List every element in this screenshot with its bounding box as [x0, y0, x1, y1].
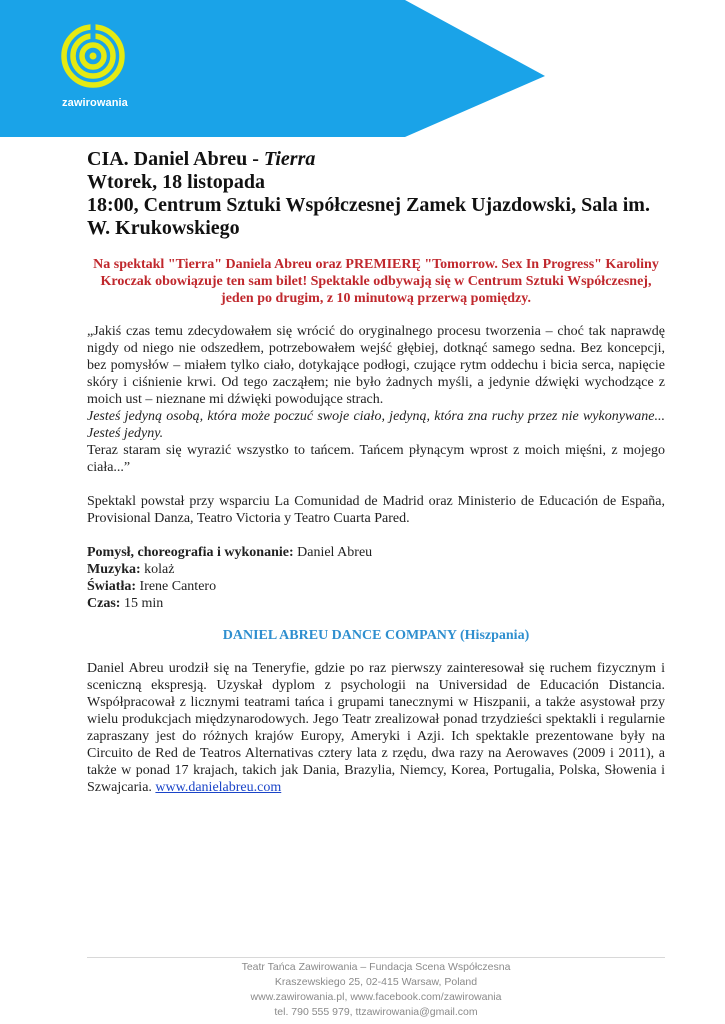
credit-value: Irene Cantero — [139, 579, 217, 594]
quote-paragraph-2: Teraz staram się wyrazić wszystko to tańcem. Tańcem płynącym wprost z moich mięśni, z mojego ciała...” — [87, 443, 665, 475]
credit-item — [87, 561, 665, 578]
footer-contact[interactable]: tel. 790 555 979, ttzawirowania@gmail.com — [274, 1006, 478, 1018]
quote-paragraph-1: „Jakiś czas temu zdecydowałem się wrócić do oryginalnego procesu tworzenia – choć tak naprawdę nigdy od niego nie odszedłem, potrzebowałem wejść głębiej, dotknąć samego sedna. Bez koncepcji, bez pomysłów – miałem tylko ciało, dotykające podłogi, czujące rytm oddechu i bicia serca, napięcie skóry i ciśnienie krwi. Od tego zacząłem; nie było żadnych myśli, a jedynie dźwięki wychodzące z moich ust – nieznane mi dźwięki powodujące strach. — [87, 324, 665, 407]
footer-address: Kraszewskiego 25, 02-415 Warsaw, Poland — [274, 976, 478, 988]
event-heading — [87, 148, 665, 240]
artist-quote — [87, 323, 665, 476]
event-venue-room: W. Krukowskiego — [87, 217, 240, 239]
credit-item — [87, 578, 665, 595]
credit-value: 15 min — [123, 596, 164, 611]
support-note: Spektakl powstał przy wsparciu La Comunidad de Madrid oraz Ministerio de Educación de España, Provisional Danza, Teatro Victoria y Teatro Cuarta Pared. — [87, 494, 665, 526]
footer-divider — [87, 957, 665, 958]
footer — [87, 960, 665, 1020]
credit-label: Światła: — [87, 579, 136, 594]
ticket-notice: Na spektakl "Tierra" Daniela Abreu oraz PREMIERĘ "Tomorrow. Sex In Progress" Karoliny Kroczak obowiązuje ten sam bilet! Spektakle odbywają się w Centrum Sztuki Współczesnej, jeden po drugim, z 10 minutową przerwą pomiędzy. — [93, 257, 659, 306]
credit-label: Pomysł, choreografia i wykonanie: — [87, 545, 294, 560]
article — [87, 148, 665, 796]
website-link[interactable]: www.danielabreu.com — [155, 780, 282, 795]
credit-label: Czas: — [87, 596, 121, 611]
credit-value: kolaż — [144, 562, 175, 577]
event-company: CIA. Daniel Abreu - — [87, 148, 264, 170]
credit-value: Daniel Abreu — [297, 545, 373, 560]
credits-list — [87, 544, 665, 612]
credit-item — [87, 595, 665, 612]
event-date: Wtorek, 18 listopada — [87, 171, 265, 193]
quote-italic: Jesteś jedyną osobą, która może poczuć swoje ciało, jedyną, która zna ruchy przez nie wykonywane... Jesteś jedyny. — [87, 409, 665, 441]
event-time-place: 18:00, Centrum Sztuki Współczesnej Zamek Ujazdowski, Sala im. — [87, 194, 650, 216]
banner-shape — [0, 0, 545, 137]
logo-text[interactable]: zawirowania — [62, 97, 128, 109]
credit-label: Muzyka: — [87, 562, 141, 577]
company-heading: DANIEL ABREU DANCE COMPANY (Hiszpania) — [222, 628, 530, 643]
company-bio — [87, 660, 665, 796]
event-title: Tierra — [263, 148, 316, 170]
footer-org: Teatr Tańca Zawirowania – Fundacja Scena Współczesna — [241, 961, 511, 973]
header-banner — [0, 0, 545, 137]
spiral-logo-icon — [64, 25, 122, 85]
credit-item — [87, 544, 665, 561]
bio-text: Daniel Abreu urodził się na Teneryfie, gdzie po raz pierwszy zainteresował się ruchem fizycznym i sceniczną ekspresją. Uzyskał dyplom z psychologii na Universidad de Educación Distancia. Współpracował z licznymi teatrami tańca i grupami tanecznymi w Hiszpanii, a także asystował przy wielu produkcjach międzynarodowych. Jego Teatr zrealizował ponad trzydzieści spektakli i regularnie zapraszany jest do różnych krajów Europy, Ameryki i Azji. Ich spektakle prezentowane były na Circuito de Red de Teatros Alternativas cztery lata z rzędu, dwa razy na Aerowaves (2009 i 2011), a także w ponad 17 krajach, takich jak Dania, Brazylia, Niemcy, Korea, Portugalia, Polska, Słowenia i Szwajcaria. — [87, 661, 665, 795]
footer-web[interactable]: www.zawirowania.pl, www.facebook.com/zawirowania — [250, 991, 502, 1003]
